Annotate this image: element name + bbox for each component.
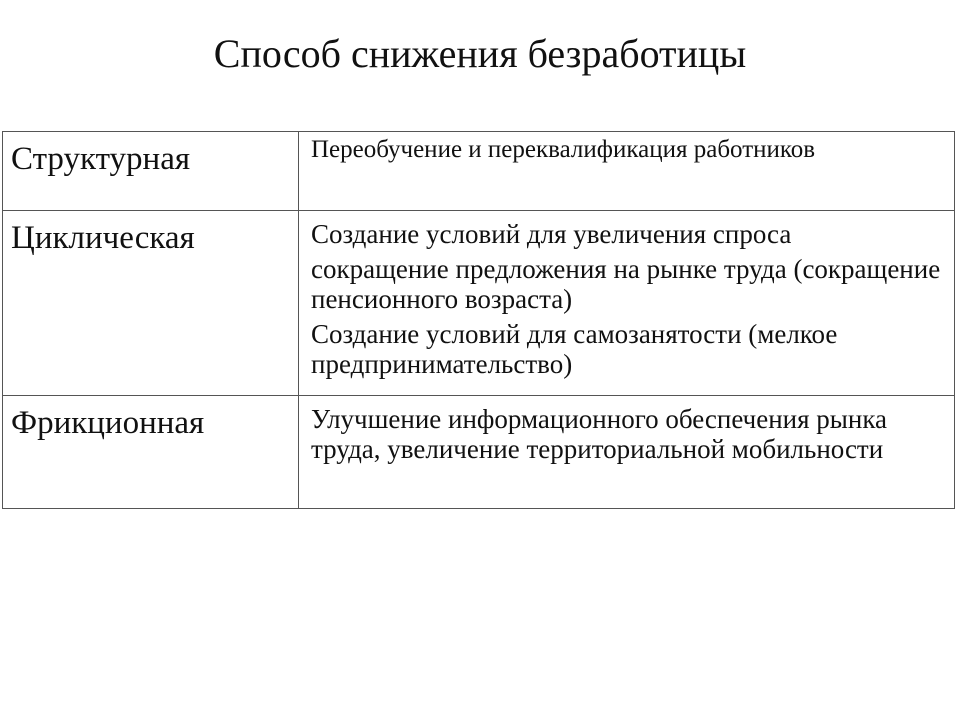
description-cell-structural [299,132,955,211]
description-line: Создание условий для самозанятости (мелкое предпринимательство) [311,319,838,379]
description-line: Создание условий для увеличения спроса [311,219,792,249]
description-cell-frictional [299,396,955,509]
table-row-cyclical [3,211,955,396]
table-row-frictional [3,396,955,509]
type-cell-cyclical: Циклическая [3,211,299,396]
type-cell-structural: Структурная [3,132,299,211]
slide-title: Способ снижения безработицы [213,31,747,76]
unemployment-methods-table [2,131,955,509]
type-cell-frictional: Фрикционная [3,396,299,509]
description-line: Улучшение информационного обеспечения рынка труда, увеличение территориальной мобильности [311,404,888,464]
description-cell-cyclical [299,211,955,396]
table-row-structural [3,132,955,211]
description-line: сокращение предложения на рынке труда (сокращение пенсионного возраста) [311,254,941,314]
description-line: Переобучение и переквалификация работников [311,136,816,163]
